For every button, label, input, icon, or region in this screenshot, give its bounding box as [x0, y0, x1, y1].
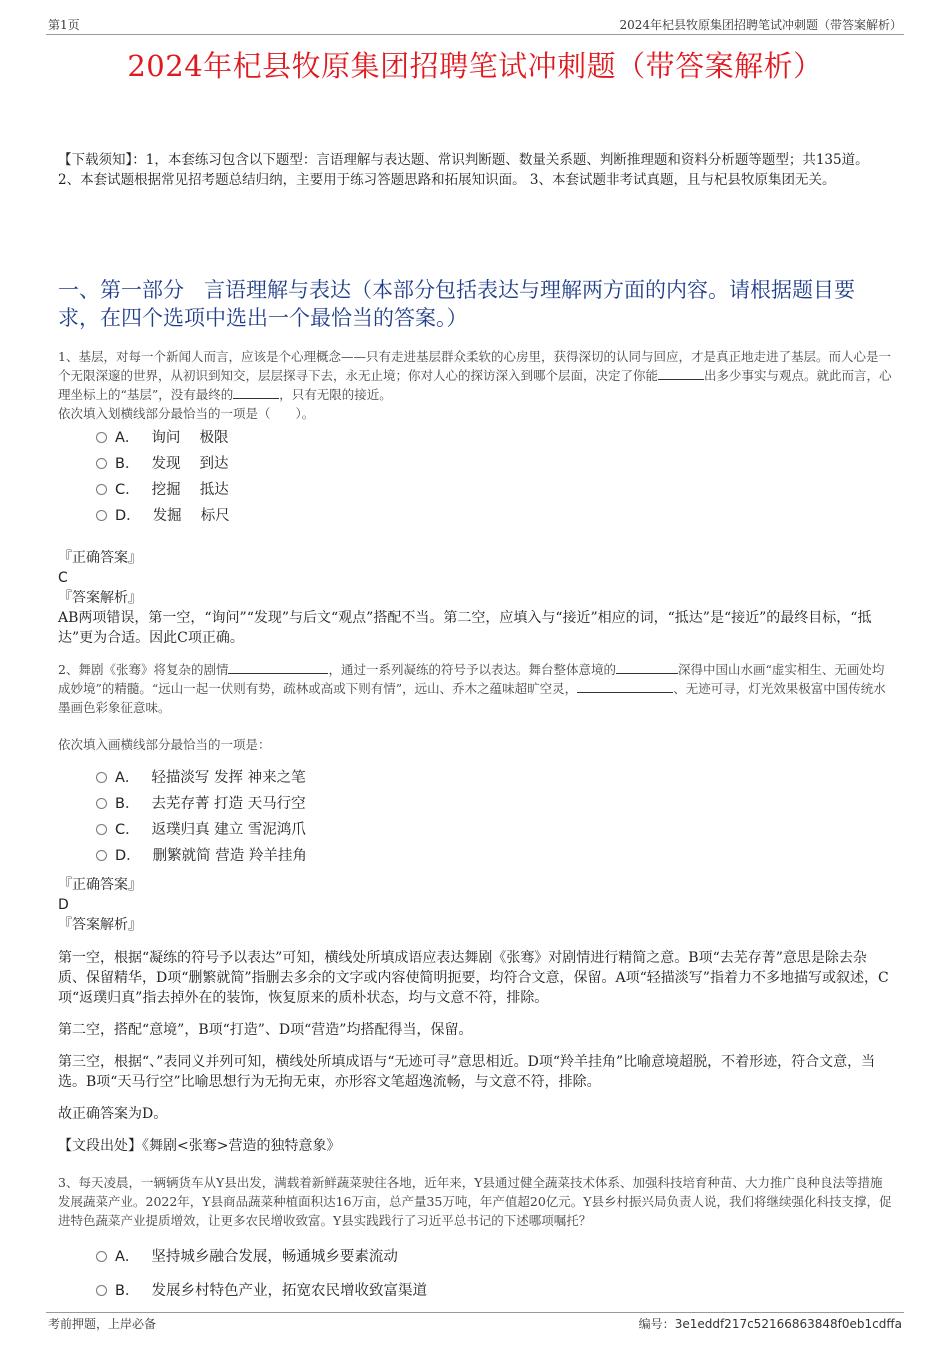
option-letter: A． [115, 1249, 140, 1265]
footer-slogan: 考前押题，上岸必备 [48, 1317, 157, 1331]
source-citation: 【文段出处】《舞剧<张骞>营造的独特意象》 [58, 1138, 341, 1154]
question-2-analysis [58, 948, 894, 1168]
question-2-options [96, 765, 856, 869]
option-letter: C． [115, 822, 140, 838]
answer-label: 『正确答案』 [58, 877, 142, 893]
radio-icon[interactable] [96, 1251, 107, 1262]
analysis-paragraph: 第一空，根据“凝练的符号予以表达”可知，横线处所填成语应表达舞剧《张骞》对剧情进行精简之意。B项“去芜存菁”意思是除去杂质、保留精华，D项“删繁就简”指删去多余的文字或内容使简明扼要，均符合文意，保留。A项“轻描淡写”指着力不多地描写或叙述，C项“返璞归真”指去掉外在的装饰，恢复原来的质朴状态，均与文意不符，排除。 [58, 950, 889, 1006]
option-text: 发展乡村特色产业，拓宽农民增收致富渠道 [151, 1283, 427, 1299]
question-1-stem [58, 347, 894, 423]
q2-option-a[interactable] [96, 765, 856, 791]
radio-icon[interactable] [96, 824, 107, 835]
option-letter: D． [115, 848, 141, 864]
analysis-paragraph: 故正确答案为D。 [58, 1106, 168, 1122]
q1-stem-part: 1、基层，对每一个新闻人而言，应该是个心理概念——只有走进基层群众柔软的心房里，获得深切的认同与回应，才是真正地走进了基层。而人心是一个无限深邃的世界，从初识到知交，层层探寻下去，永无止境；你对人心的探访深入到哪个层面，决定了你能 [58, 349, 891, 383]
option-letter: A． [115, 770, 140, 786]
q2-prompt: 依次填入画横线部分最恰当的一项是： [58, 737, 271, 752]
q1-stem-part: ，只有无限的接近。 [279, 387, 392, 402]
radio-icon[interactable] [96, 798, 107, 809]
answer-value: C [58, 570, 68, 586]
code-label: 编号： [638, 1317, 675, 1331]
fill-blank [658, 366, 704, 380]
q2-stem-part: 2、舞剧《张骞》将复杂的剧情 [58, 662, 229, 677]
analysis-label: 『答案解析』 [58, 917, 142, 933]
q1-option-d[interactable] [96, 503, 856, 529]
q1-option-b[interactable] [96, 451, 856, 477]
q3-option-a[interactable] [96, 1242, 856, 1276]
page-header [46, 14, 904, 35]
option-text: 返璞归真 建立 雪泥鸿爪 [151, 822, 306, 838]
option-letter: B． [115, 796, 140, 812]
q1-option-c[interactable] [96, 477, 856, 503]
radio-icon[interactable] [96, 1285, 107, 1296]
section-heading [58, 276, 894, 332]
q2-option-c[interactable] [96, 817, 856, 843]
page-title: 2024年杞县牧原集团招聘笔试冲刺题（带答案解析） [127, 49, 823, 83]
footer-code [639, 1315, 902, 1332]
fill-blank [577, 679, 673, 693]
option-text: 坚持城乡融合发展，畅通城乡要素流动 [151, 1249, 398, 1265]
radio-icon[interactable] [96, 850, 107, 861]
q2-stem-part: ，通过一系列凝练的符号予以表达。舞台整体意境的 [328, 662, 616, 677]
option-text: 发现 到达 [151, 456, 229, 472]
option-text: 发掘 标尺 [152, 508, 230, 524]
radio-icon[interactable] [96, 484, 107, 495]
analysis-paragraph: 第三空，根据“、”表同义并列可知，横线处所填成语与“无迹可寻”意思相近。D项“羚羊挂角”比喻意境超脱，不着形迹，符合文意，当选。B项“天马行空”比喻思想行为无拘无束，亦形容文笔超逸流畅，与文意不符，排除。 [58, 1054, 876, 1090]
q2-option-b[interactable] [96, 791, 856, 817]
q1-option-a[interactable] [96, 425, 856, 451]
q1-prompt: 依次填入划横线部分最恰当的一项是（ ）。 [58, 406, 315, 421]
option-letter: B． [115, 1283, 140, 1299]
q3-option-b[interactable] [96, 1276, 856, 1306]
radio-icon[interactable] [96, 458, 107, 469]
option-letter: C． [115, 482, 140, 498]
q2-stem-part: 深得中国山水画“虚实相生、无画处均成妙境”的精髓。“远山一起一伏则有势，疏林或高或下则有情”，远山、乔木之蕴味超旷空灵， [58, 662, 885, 696]
code-value: 3e1eddf217c52166863848f0eb1cdffa [674, 1317, 902, 1331]
section-text: 言语理解与表达（本部分包括表达与理解两方面的内容。请根据题目要求，在四个选项中选出一个最恰当的答案。） [58, 278, 855, 330]
option-letter: D． [115, 508, 141, 524]
q2-option-d[interactable] [96, 843, 856, 869]
analysis-paragraph: 第二空，搭配“意境”，B项“打造”、D项“营造”均搭配得当，保留。 [58, 1022, 473, 1038]
page-number: 第1页 [48, 18, 80, 32]
radio-icon[interactable] [96, 772, 107, 783]
fill-blank [228, 660, 328, 674]
option-text: 挖掘 抵达 [151, 482, 229, 498]
fill-blank [233, 385, 279, 399]
question-3-stem: 3、每天凌晨，一辆辆货车从Y县出发，满载着新鲜蔬菜驶往各地，近年来，Y县通过健全蔬菜技术体系、加强科技培育种苗、大力推广良种良法等措施发展蔬菜产业。2022年，Y县商品蔬菜种植面积达16万亩，总产量35万吨，年产值超20亿元。Y县乡村振兴局负责人说，我们将继续强化科技支撑，促进特色蔬菜产业提质增效，让更多农民增收致富。Y县实践践行了习近平总书记的下述哪项嘱托？ [58, 1175, 892, 1228]
header-doc-title: 2024年杞县牧原集团招聘笔试冲刺题（带答案解析） [619, 18, 902, 32]
option-text: 询问 极限 [151, 430, 229, 446]
question-1-answer [58, 548, 894, 648]
radio-icon[interactable] [96, 432, 107, 443]
fill-blank [616, 660, 678, 674]
option-letter: B． [115, 456, 140, 472]
option-text: 轻描淡写 发挥 神来之笔 [151, 770, 306, 786]
q2-stem-part: 、无迹可寻，灯光效果极富中国传统水墨画色彩象征意味。 [58, 681, 886, 715]
question-3-options [96, 1242, 856, 1306]
question-2-stem [58, 660, 894, 717]
option-text: 去芜存菁 打造 天马行空 [151, 796, 306, 812]
download-notice: 【下载须知】：1，本套练习包含以下题型：言语理解与表达题、常识判断题、数量关系题、判断推理题和资料分析题等题型；共135道。 2、本套试题根据常见招考题总结归纳，主要用于练习答题思路和拓展知识面。 3、本套试题非考试真题，且与杞县牧原集团无关。 [58, 152, 869, 188]
analysis-text: AB两项错误，第一空，“询问”“发现”与后文“观点”搭配不当。第二空，应填入与“接近”相应的词，“抵达”是“接近”的最终目标，“抵达”更为合适。因此C项正确。 [58, 610, 872, 646]
radio-icon[interactable] [96, 510, 107, 521]
option-text: 删繁就简 营造 羚羊挂角 [152, 848, 307, 864]
page-footer [46, 1312, 904, 1333]
option-letter: A． [115, 430, 140, 446]
section-part: 一、第一部分 [58, 278, 184, 302]
q1-stem-part: 出多少事实与观点。就此而言，心理坐标上的“基层”，没有最终的 [58, 368, 892, 402]
question-1-options [96, 425, 856, 529]
question-2-answer [58, 875, 894, 935]
answer-label: 『正确答案』 [58, 550, 142, 566]
answer-value: D [58, 897, 69, 913]
analysis-label: 『答案解析』 [58, 590, 142, 606]
